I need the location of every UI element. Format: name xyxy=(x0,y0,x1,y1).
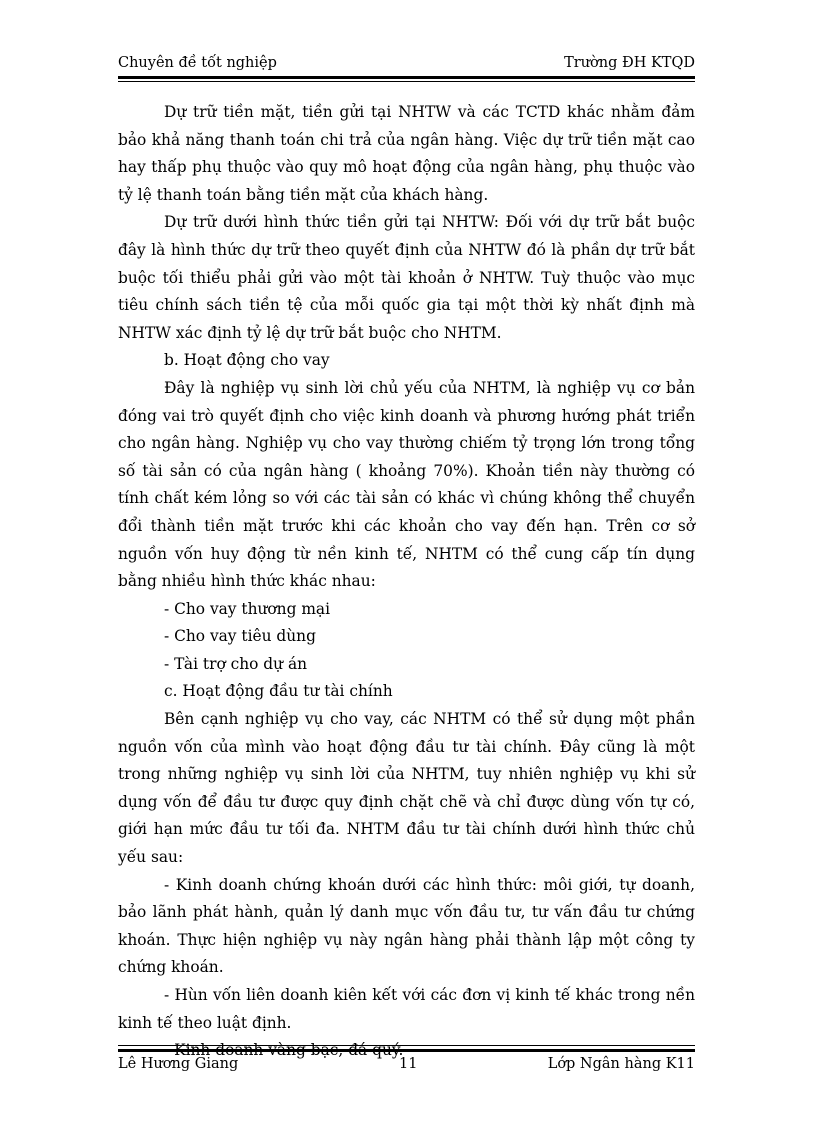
header-rule-thin xyxy=(118,81,695,82)
list-item: - Kinh doanh chứng khoán dưới các hình thức: môi giới, tự doanh, bảo lãnh phát hành, quản lý danh mục vốn đầu tư, tư vấn đầu tư chứng khoán. Thực hiện nghiệp vụ này ngân hàng phải thành lập một công ty chứng khoán. xyxy=(118,875,695,977)
list-item: - Cho vay thương mại xyxy=(164,599,331,618)
paragraph-investment: Bên cạnh nghiệp vụ cho vay, các NHTM có thể sử dụng một phần nguồn vốn của mình vào hoạt động đầu tư tài chính. Đây cũng là một trong những nghiệp vụ sinh lời của NHTM, tuy nhiên nghiệp vụ khi sử dụng vốn để đầu tư được quy định chặt chẽ và chỉ được dùng vốn tự có, giới hạn mức đầu tư tối đa. NHTM đầu tư tài chính dưới hình thức chủ yếu sau: xyxy=(118,710,695,867)
footer-class: Lớp Ngân hàng K11 xyxy=(547,1056,695,1072)
paragraph-deposit-reserve: Dự trữ dưới hình thức tiền gửi tại NHTW: Đối với dự trữ bắt buộc đây là hình thức dự trữ theo quyết định của NHTW đó là phần dự trữ bắt buộc tối thiểu phải gửi vào một tài khoản ở NHTW. Tuỳ thuộc vào mục tiêu chính sách tiền tệ của mỗi quốc gia tại một thời kỳ nhất định mà NHTW xác định tỷ lệ dự trữ bắt buộc cho NHTM. xyxy=(118,213,695,342)
list-item: - Kinh doanh vàng bạc, đá quý. xyxy=(164,1041,404,1060)
page-footer xyxy=(118,1056,695,1076)
section-heading-investment: c. Hoạt động đầu tư tài chính xyxy=(164,682,393,701)
header-rule-thick xyxy=(118,76,695,79)
footer-rule-thin xyxy=(118,1045,695,1046)
list-item: - Cho vay tiêu dùng xyxy=(164,627,316,646)
paragraph-cash-reserve: Dự trữ tiền mặt, tiền gửi tại NHTW và các TCTD khác nhằm đảm bảo khả năng thanh toán chi trả của ngân hàng. Việc dự trữ tiền mặt cao hay thấp phụ thuộc vào quy mô hoạt động của ngân hàng, phụ thuộc vào tỷ lệ thanh toán bằng tiền mặt của khách hàng. xyxy=(118,103,695,204)
list-item: - Hùn vốn liên doanh kiên kết với các đơn vị kinh tế khác trong nền kinh tế theo luật định. xyxy=(118,986,695,1032)
paragraph-lending: Đây là nghiệp vụ sinh lời chủ yếu của NHTM, là nghiệp vụ cơ bản đóng vai trò quyết định cho việc kinh doanh và phương hướng phát triển cho ngân hàng. Nghiệp vụ cho vay thường chiếm tỷ trọng lớn trong tổng số tài sản có của ngân hàng ( khoảng 70%). Khoản tiền này thường có tính chất kém lỏng so với các tài sản có khác vì chúng không thể chuyển đổi thành tiền mặt trước khi các khoản cho vay đến hạn. Trên cơ sở nguồn vốn huy động từ nền kinh tế, NHTM có thể cung cấp tín dụng bằng nhiều hình thức khác nhau: xyxy=(118,378,695,591)
list-item: - Tài trợ cho dự án xyxy=(164,654,308,673)
section-heading-lending: b. Hoạt động cho vay xyxy=(164,351,330,370)
footer-rule-thick xyxy=(118,1049,695,1052)
header-university: Trường ĐH KTQD xyxy=(564,55,695,71)
footer-page-number: 11 xyxy=(399,1056,418,1072)
footer-author: Lê Hương Giang xyxy=(118,1056,239,1072)
page-header xyxy=(118,55,695,75)
header-thesis-label: Chuyên đề tốt nghiệp xyxy=(118,55,277,71)
page-body xyxy=(118,99,695,1065)
